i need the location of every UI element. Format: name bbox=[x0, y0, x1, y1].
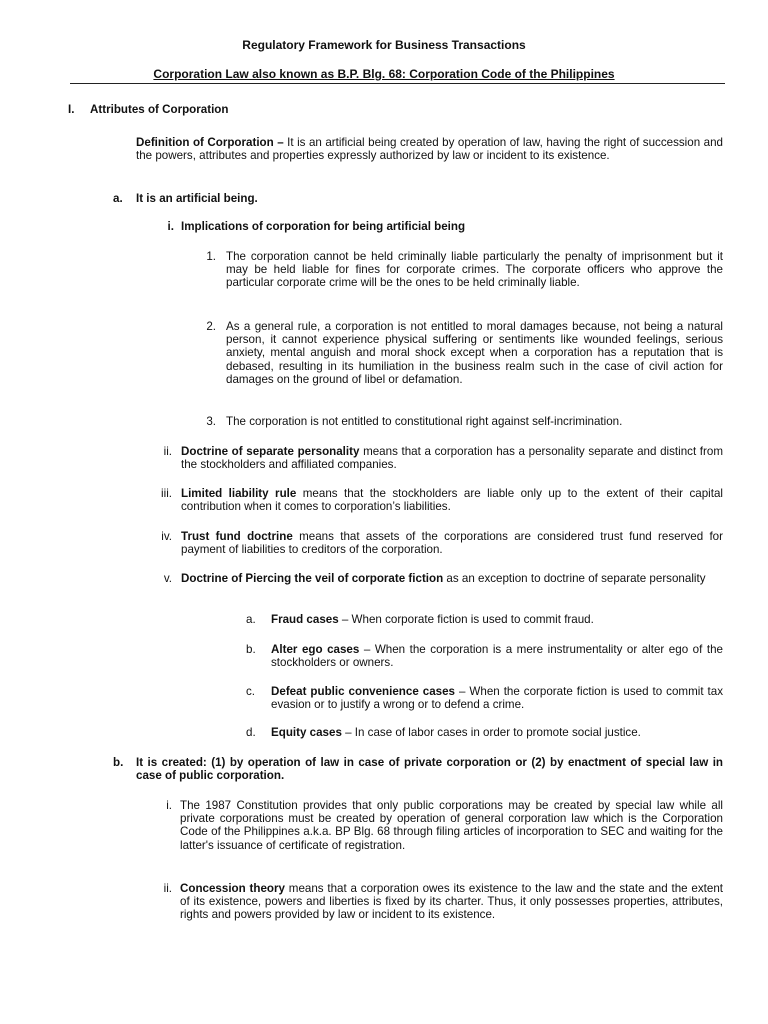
implication-marker: 2. bbox=[206, 320, 216, 333]
implication-item bbox=[200, 415, 723, 428]
doctrine-term: Doctrine of separate personality bbox=[181, 445, 360, 458]
doctrine-text: means that assets of the corporations are considered trust fund reserved for payment of liabilities to creditors of the corporation. bbox=[181, 530, 723, 557]
document-subtitle: Corporation Law also known as B.P. Blg. 68: Corporation Code of the Philippines bbox=[153, 67, 615, 81]
piercing-case-term: Equity cases bbox=[271, 726, 342, 739]
created-text: The 1987 Constitution provides that only public corporations may be created by special law while all private corporations must be created by operation of general corporation law which is the Corporation Code of the Philippines a.k.a. BP Blg. 68 through filing articles of incorporation to SEC and waiting for the latter's issuance of certificate of registration. bbox=[180, 799, 723, 852]
concession-term: Concession theory bbox=[180, 882, 285, 895]
implication-text: As a general rule, a corporation is not entitled to moral damages because, not being a natural person, it cannot experience physical suffering or sentiments like wounded feelings, serious anxiety, mental anguish and moral shock except when a corporation has a reputation that is debased, resulting in its humiliation in the business realm such in the case of civil action for damages on the ground of libel or defamation. bbox=[226, 320, 723, 386]
doctrine-text: means that the stockholders are liable only up to the extent of their capital contribution when it comes to corporation’s liabilities. bbox=[181, 487, 724, 514]
piercing-case-marker: a. bbox=[246, 613, 256, 626]
implication-text: The corporation cannot be held criminally liable particularly the penalty of imprisonment but it may be held liable for fines for corporate crimes. The corporate officers who approve the particular corporate crime will be the ones to be held criminally liable. bbox=[226, 250, 723, 290]
piercing-case-item bbox=[246, 685, 723, 711]
implication-marker: 3. bbox=[206, 415, 216, 428]
doctrine-text: as an exception to doctrine of separate personality bbox=[443, 572, 706, 585]
definition-paragraph bbox=[136, 136, 723, 162]
header-rule bbox=[70, 83, 725, 84]
piercing-case-item bbox=[246, 643, 723, 669]
subsection-b-marker: b. bbox=[113, 756, 124, 769]
piercing-case-item bbox=[246, 613, 723, 626]
section-heading bbox=[68, 103, 228, 116]
created-item-i bbox=[158, 799, 723, 852]
piercing-case-term: Alter ego cases bbox=[271, 643, 360, 656]
implication-marker: 1. bbox=[206, 250, 216, 263]
piercing-case-text: – In case of labor cases in order to promote social justice. bbox=[341, 726, 641, 739]
item-a-i-text: Implications of corporation for being artificial being bbox=[181, 220, 466, 233]
doctrine-item-iii bbox=[150, 487, 723, 513]
piercing-case-item bbox=[246, 726, 723, 739]
piercing-case-marker: c. bbox=[246, 685, 256, 698]
subsection-a-text: It is an artificial being. bbox=[136, 192, 258, 205]
doctrine-item-iv bbox=[150, 530, 723, 556]
piercing-case-marker: d. bbox=[246, 726, 256, 739]
doctrine-term: Doctrine of Piercing the veil of corporate fiction bbox=[181, 572, 444, 585]
piercing-case-marker: b. bbox=[246, 643, 256, 656]
definition-term: Definition of Corporation – bbox=[136, 136, 284, 149]
item-a-i-heading bbox=[160, 220, 723, 233]
subsection-b-text: It is created: (1) by operation of law in case of private corporation or (2) by enactment of special law in case of public corporation. bbox=[136, 756, 723, 783]
doctrine-text: means that a corporation has a personality separate and distinct from the stockholders and affiliated companies. bbox=[181, 445, 723, 472]
piercing-case-text: – When the corporate fiction is used to commit tax evasion or to justify a wrong or to defend a crime. bbox=[271, 685, 723, 712]
doctrine-item-ii bbox=[150, 445, 723, 471]
doctrine-term: Trust fund doctrine bbox=[181, 530, 293, 543]
definition-text: It is an artificial being created by operation of law, having the right of succession and the powers, attributes and properties expressly authorized by law or incident to its existence. bbox=[136, 136, 723, 163]
piercing-case-text: – When the corporation is a mere instrumentality or alter ego of the stockholders or owners. bbox=[271, 643, 723, 670]
subsection-a-heading bbox=[113, 192, 723, 205]
created-item-ii bbox=[155, 882, 723, 922]
piercing-case-term: Defeat public convenience cases bbox=[271, 685, 456, 698]
created-marker: ii. bbox=[163, 882, 172, 895]
doctrine-marker: iii. bbox=[161, 487, 172, 500]
piercing-case-text: – When corporate fiction is used to commit fraud. bbox=[338, 613, 594, 626]
implication-text: The corporation is not entitled to constitutional right against self-incrimination. bbox=[226, 415, 623, 428]
created-marker: i. bbox=[166, 799, 172, 812]
subsection-a-marker: a. bbox=[113, 192, 123, 205]
item-a-i-marker: i. bbox=[167, 220, 174, 233]
doctrine-item-v bbox=[150, 572, 723, 585]
implication-item bbox=[200, 320, 723, 386]
doctrine-marker: iv. bbox=[161, 530, 172, 543]
section-marker: I. bbox=[68, 103, 75, 116]
doctrine-marker: v. bbox=[163, 572, 172, 585]
doctrine-marker: ii. bbox=[163, 445, 172, 458]
document-title: Regulatory Framework for Business Transactions bbox=[242, 38, 526, 52]
doctrine-term: Limited liability rule bbox=[181, 487, 297, 500]
concession-text: means that a corporation owes its existence to the law and the state and the extent of its existence, powers and liberties is fixed by its charter. Thus, it only possesses properties, attributes, rights and powers provided by law or incident to its existence. bbox=[180, 882, 723, 922]
implication-item bbox=[200, 250, 723, 290]
section-heading-text: Attributes of Corporation bbox=[90, 103, 229, 116]
subsection-b-heading bbox=[113, 756, 723, 782]
piercing-case-term: Fraud cases bbox=[271, 613, 339, 626]
